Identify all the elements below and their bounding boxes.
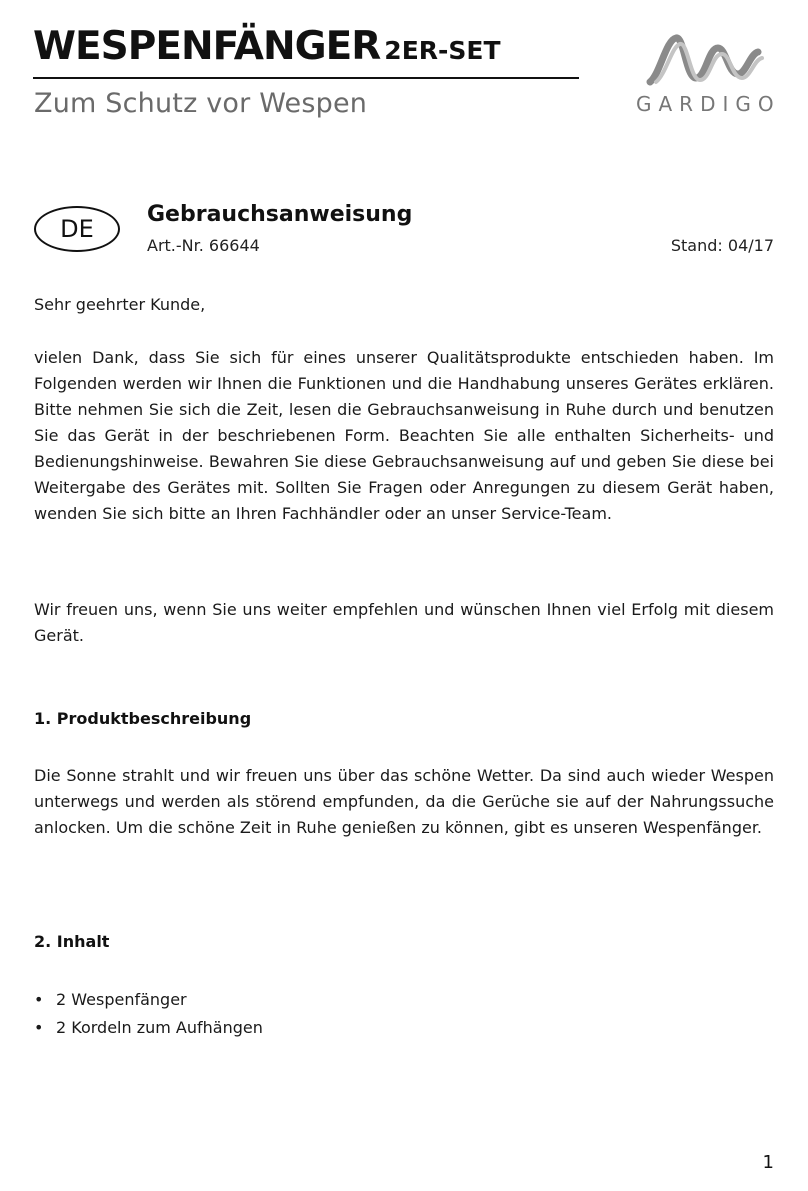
brand-name: GARDIGO <box>636 92 781 116</box>
list-item <box>34 986 263 1014</box>
title-divider <box>33 77 579 79</box>
brand-wave-icon <box>646 34 766 86</box>
brand-logo <box>636 34 781 120</box>
list-item <box>34 1014 263 1042</box>
document-heading: Gebrauchsanweisung <box>147 202 413 227</box>
product-title-suffix: 2ER-SET <box>384 36 501 65</box>
product-title: WESPENFÄNGER <box>33 24 381 69</box>
contents-list <box>34 986 263 1042</box>
bullet-icon: • <box>34 1018 44 1037</box>
language-badge: DE <box>34 206 120 252</box>
section-heading-product: 1. Produktbeschreibung <box>34 709 252 728</box>
bullet-icon: • <box>34 990 44 1009</box>
greeting: Sehr geehrter Kunde, <box>34 295 206 314</box>
product-subtitle: Zum Schutz vor Wespen <box>34 88 368 119</box>
intro-paragraph: vielen Dank, dass Sie sich für eines unserer Qualitätsprodukte entschieden haben. Im Folgenden werden wir Ihnen die Funktionen und die Handhabung unseres Gerätes erklären. Bitte nehmen Sie sich die Zeit, lesen die Gebrauchsanweisung in Ruhe durch und benutzen Sie das Gerät in der beschriebenen Form. Beachten Sie alle enthalten Sicherheits- und Bedienungshinweise. Bewahren Sie diese Gebrauchsanweisung auf und geben Sie diese bei Weitergabe des Gerätes mit. Sollten Sie Fragen oder Anregungen zu diesem Gerät haben, wenden Sie sich bitte an Ihren Fachhändler oder an unser Service-Team. <box>34 348 774 523</box>
closing-paragraph: Wir freuen uns, wenn Sie uns weiter empfehlen und wünschen Ihnen viel Erfolg mit diesem Gerät. <box>34 600 774 645</box>
list-item-text: 2 Kordeln zum Aufhängen <box>56 1018 263 1037</box>
list-item-text: 2 Wespenfänger <box>56 990 187 1009</box>
title <box>33 24 579 69</box>
article-number: Art.-Nr. 66644 <box>147 236 260 255</box>
document-date: Stand: 04/17 <box>670 236 774 255</box>
section-heading-contents: 2. Inhalt <box>34 932 110 951</box>
page-number: 1 <box>762 1152 774 1173</box>
product-description: Die Sonne strahlt und wir freuen uns über das schöne Wetter. Da sind auch wieder Wespen unterwegs und werden als störend empfunden, da die Gerüche sie auf der Nahrungssuche anlocken. Um die schöne Zeit in Ruhe genießen zu können, gibt es unseren Wespenfänger. <box>34 766 774 837</box>
